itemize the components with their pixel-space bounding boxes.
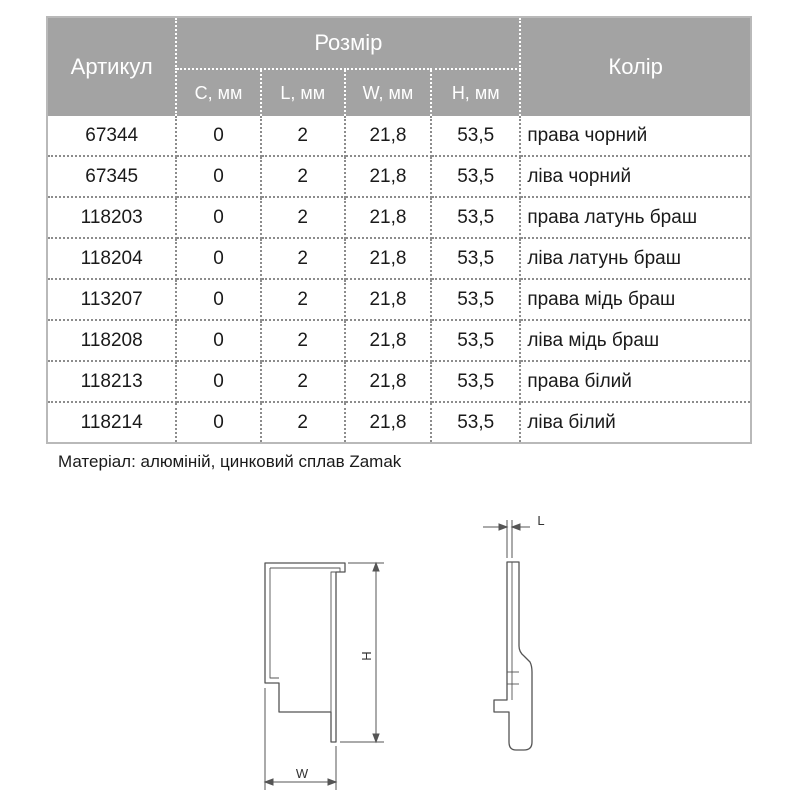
cell-color: ліва мідь браш [520,320,751,361]
cell-c: 0 [176,156,260,197]
cell-l: 2 [261,320,345,361]
cell-article: 118213 [47,361,176,402]
cell-l: 2 [261,238,345,279]
cell-article: 67345 [47,156,176,197]
cell-color: ліва чорний [520,156,751,197]
header-size-l: L, мм [261,69,345,116]
cell-h: 53,5 [431,279,520,320]
cell-color: ліва латунь браш [520,238,751,279]
cell-l: 2 [261,361,345,402]
cell-h: 53,5 [431,238,520,279]
header-color: Колір [520,17,751,116]
header-size-c: C, мм [176,69,260,116]
cell-w: 21,8 [345,320,431,361]
cell-c: 0 [176,320,260,361]
cell-l: 2 [261,197,345,238]
cell-l: 2 [261,402,345,443]
cell-article: 118204 [47,238,176,279]
cell-w: 21,8 [345,156,431,197]
cell-w: 21,8 [345,197,431,238]
cell-article: 67344 [47,116,176,156]
cell-l: 2 [261,156,345,197]
dimension-l-label: L [537,513,545,528]
cell-h: 53,5 [431,361,520,402]
cell-article: 118214 [47,402,176,443]
cell-h: 53,5 [431,116,520,156]
cell-l: 2 [261,116,345,156]
header-size-w: W, мм [345,69,431,116]
cell-c: 0 [176,402,260,443]
front-view-outline [265,563,345,742]
cell-color: права латунь браш [520,197,751,238]
cell-w: 21,8 [345,238,431,279]
header-article: Артикул [47,17,176,116]
cell-h: 53,5 [431,402,520,443]
cell-w: 21,8 [345,116,431,156]
cell-h: 53,5 [431,156,520,197]
cell-w: 21,8 [345,402,431,443]
dimension-w-label: W [295,766,309,781]
cell-w: 21,8 [345,279,431,320]
cell-color: права чорний [520,116,751,156]
dimension-l [483,520,530,558]
cell-article: 113207 [47,279,176,320]
cell-color: права мідь браш [520,279,751,320]
cell-article: 118208 [47,320,176,361]
cell-color: права білий [520,361,751,402]
cell-article: 118203 [47,197,176,238]
cell-l: 2 [261,279,345,320]
cell-c: 0 [176,238,260,279]
dimension-h-label: H [359,651,374,661]
header-size-h: H, мм [431,69,520,116]
cell-h: 53,5 [431,197,520,238]
cell-w: 21,8 [345,361,431,402]
cell-c: 0 [176,279,260,320]
side-view-outline [494,562,532,750]
cell-h: 53,5 [431,320,520,361]
cell-c: 0 [176,197,260,238]
material-note: Матеріал: алюміній, цинковий сплав Zamak [58,452,402,471]
header-size-group: Розмір [176,17,520,69]
cell-c: 0 [176,116,260,156]
cell-c: 0 [176,361,260,402]
cell-color: ліва білий [527,411,616,433]
